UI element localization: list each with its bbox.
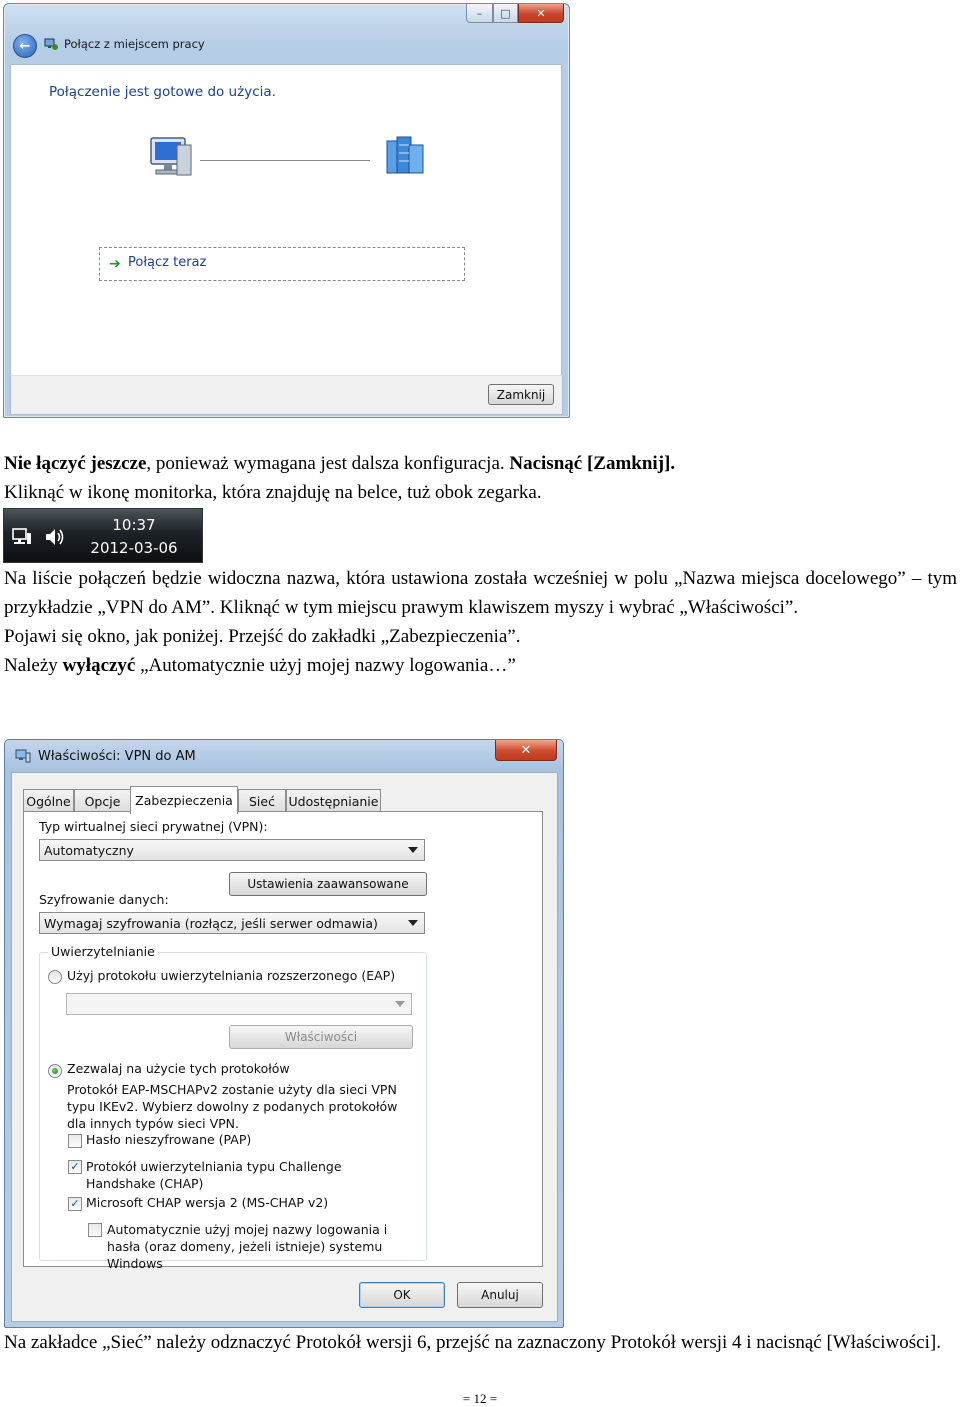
close-window-button[interactable]: ✕ xyxy=(495,740,557,761)
bold-instruction: Nacisnąć [Zamknij]. xyxy=(509,453,676,474)
encryption-label: Szyfrowanie danych: xyxy=(39,892,169,907)
network-monitor-icon[interactable] xyxy=(12,528,32,546)
text-fragment: Należy xyxy=(4,655,63,676)
encryption-value: Wymagaj szyfrowania (rozłącz, jeśli serwer odmawia) xyxy=(44,915,378,931)
chevron-down-icon xyxy=(408,847,418,853)
pap-label: Hasło nieszyfrowane (PAP) xyxy=(86,1132,252,1147)
connect-now-link[interactable] xyxy=(99,247,465,281)
vpn-type-label: Typ wirtualnej sieci prywatnej (VPN): xyxy=(39,819,268,834)
vpn-properties-window xyxy=(4,739,564,1328)
authentication-group xyxy=(39,944,427,1271)
page-number: = 12 = xyxy=(462,1391,498,1406)
mschap-label: Microsoft CHAP wersja 2 (MS-CHAP v2) xyxy=(86,1195,329,1210)
text-block: Na liście połączeń będzie widoczna nazwa, która ustawiona została wcześniej w polu „Nazwa miejsca docelowego” – tym przykładzie „VPN do AM”. Kliknąć w tym miejscu prawym klawiszem myszy i wybrać „Właściwości”. xyxy=(4,568,957,618)
connect-workplace-window xyxy=(3,3,570,418)
ok-button[interactable]: OK xyxy=(359,1282,445,1308)
clock-time[interactable]: 10:37 xyxy=(112,516,156,534)
autologon-checkbox[interactable] xyxy=(88,1223,102,1237)
advanced-settings-button[interactable]: Ustawienia zaawansowane xyxy=(229,872,427,896)
tab-general[interactable]: Ogólne xyxy=(23,789,74,812)
chap-checkbox[interactable]: ✓ xyxy=(68,1160,82,1174)
security-tab-page xyxy=(23,811,543,1271)
pap-checkbox[interactable] xyxy=(68,1134,82,1148)
tab-network[interactable]: Sieć xyxy=(238,789,286,812)
back-arrow-icon[interactable]: ← xyxy=(13,34,37,58)
computer-icon xyxy=(147,135,193,179)
encryption-select[interactable] xyxy=(39,912,425,934)
caption-buttons xyxy=(466,4,564,23)
network-wizard-icon xyxy=(44,37,58,51)
wizard-footer xyxy=(10,375,563,415)
eap-radio-label: Użyj protokołu uwierzytelniania rozszerzonego (EAP) xyxy=(67,968,396,983)
chevron-down-icon xyxy=(408,920,418,926)
network-connection-icon xyxy=(15,749,31,763)
bold-warning: Nie łączyć jeszcze xyxy=(4,453,147,474)
bold-disable: wyłączyć xyxy=(62,655,136,676)
paragraph-2 xyxy=(4,564,957,680)
text-fragment: „Automatycznie użyj mojej nazwy logowania…” xyxy=(135,655,516,676)
connection-line xyxy=(200,160,370,161)
eap-method-select[interactable] xyxy=(66,993,412,1015)
tab-sharing[interactable]: Udostępnianie xyxy=(286,789,381,812)
text-line: Pojawi się okno, jak poniżej. Przejść do zakładki „Zabezpieczenia”. xyxy=(4,626,521,647)
autologon-label: Automatycznie użyj mojej nazwy logowania i hasła (oraz domeny, jeżeli istnieje) systemu Windows xyxy=(107,1222,388,1271)
ready-heading: Połączenie jest gotowe do użycia. xyxy=(49,84,276,100)
authentication-group-label: Uwierzytelnianie xyxy=(48,944,158,959)
volume-icon[interactable] xyxy=(44,527,66,547)
text-block: Na zakładce „Sieć” należy odznaczyć Protokół wersji 6, przejść na zaznaczony Protokół wersji 4 i nacisnąć [Właściwości]. xyxy=(4,1332,941,1353)
connect-now-label: Połącz teraz xyxy=(128,255,207,270)
paragraph-1 xyxy=(4,449,957,507)
green-arrow-icon: ➔ xyxy=(109,256,121,272)
allow-protocols-note: Protokół EAP-MSCHAPv2 zostanie użyty dla sieci VPN typu IKEv2. Wybierz dowolny z podanych protokołów dla innych typów sieci VPN. xyxy=(67,1082,398,1131)
eap-radio[interactable] xyxy=(48,970,62,984)
paragraph-3 xyxy=(4,1328,957,1357)
mschap-checkbox[interactable]: ✓ xyxy=(68,1197,82,1211)
clock-date[interactable]: 2012-03-06 xyxy=(90,539,178,557)
taskbar-tray xyxy=(3,508,203,563)
tab-security[interactable]: Zabezpieczenia xyxy=(130,786,238,814)
eap-properties-button[interactable]: Właściwości xyxy=(229,1025,413,1049)
text-line: Kliknąć w ikonę monitorka, która znajduję na belce, tuż obok zegarka. xyxy=(4,482,542,503)
window-title: Właściwości: VPN do AM xyxy=(38,749,196,764)
minimize-button[interactable]: – xyxy=(466,4,493,23)
maximize-button[interactable]: □ xyxy=(493,4,518,23)
wizard-content xyxy=(10,64,562,376)
vpn-type-value: Automatyczny xyxy=(44,842,134,858)
vpn-type-select[interactable] xyxy=(39,839,425,861)
close-window-button[interactable]: ✕ xyxy=(518,4,564,23)
allow-protocols-label: Zezwalaj na użycie tych protokołów xyxy=(67,1061,290,1076)
text-fragment: , ponieważ wymagana jest dalsza konfiguracja. xyxy=(146,453,510,474)
cancel-button[interactable]: Anuluj xyxy=(457,1282,543,1308)
workplace-server-icon xyxy=(383,135,429,177)
chevron-down-icon xyxy=(395,1001,405,1007)
window-title: Połącz z miejscem pracy xyxy=(64,37,205,51)
dialog-body xyxy=(11,772,558,1322)
close-button[interactable]: Zamknij xyxy=(488,384,554,405)
tab-options[interactable]: Opcje xyxy=(74,789,131,812)
allow-protocols-radio[interactable] xyxy=(48,1064,62,1078)
chap-label: Protokół uwierzytelniania typu Challenge Handshake (CHAP) xyxy=(86,1159,342,1191)
